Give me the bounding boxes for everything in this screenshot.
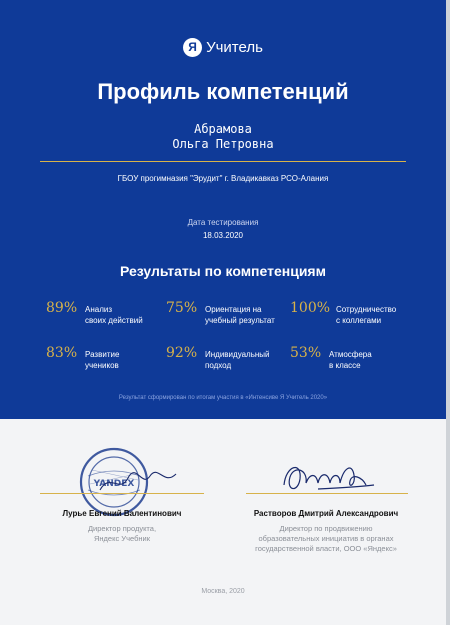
- place-and-year: Москва, 2020: [201, 588, 245, 595]
- signatory-role-line: Директор по продвижению: [279, 524, 373, 533]
- competency-label: [329, 349, 372, 371]
- signature-line-left: [40, 493, 204, 494]
- signatory-name: Растворов Дмитрий Александрович: [253, 509, 399, 518]
- competency-label-line: подход: [205, 361, 232, 370]
- signatory-name: Лурье Евгений Валентинович: [62, 509, 182, 518]
- competency-percent: 53%: [290, 345, 322, 361]
- logo-text: Учитель: [206, 39, 263, 56]
- competency-percent: 100%: [290, 300, 331, 316]
- signatory-role: [226, 524, 426, 554]
- yandex-teacher-logo: [0, 38, 446, 57]
- competency-percent: 89%: [46, 300, 78, 316]
- competency-item: [166, 300, 296, 330]
- person-name: [0, 122, 446, 152]
- competency-item: [46, 345, 176, 375]
- competency-item: [166, 345, 296, 375]
- page-title: Профиль компетенций: [97, 79, 349, 104]
- competency-label: [85, 304, 143, 326]
- school-name: ГБОУ прогимназия "Эрудит" г. Владикавказ РСО-Алания: [117, 174, 329, 183]
- yandex-logo-icon: Я: [183, 38, 202, 57]
- testing-date-label: Дата тестирования: [187, 218, 259, 227]
- competency-label: [205, 304, 275, 326]
- testing-date: 18.03.2020: [202, 231, 244, 240]
- competency-label-line: в классе: [329, 361, 361, 370]
- signatory-role-line: образовательных инициатив в органах: [258, 534, 394, 543]
- competency-label: [85, 349, 119, 371]
- competency-label-line: учебный результат: [205, 316, 275, 325]
- competency-item: [46, 300, 176, 330]
- competency-label: [205, 349, 270, 371]
- competency-item: [290, 300, 420, 330]
- stamp-text: YANDEX: [93, 479, 135, 489]
- competency-label-line: своих действий: [85, 316, 143, 325]
- competency-percent: 75%: [166, 300, 198, 316]
- competency-label-line: Ориентация на: [205, 305, 262, 314]
- signature-line-right: [246, 493, 408, 494]
- signatory-role: [22, 524, 222, 544]
- signatory-role-line: Яндекс Учебник: [94, 534, 150, 543]
- footnote: Результат сформирован по итогам участия в «Интенсиве Я Учитель 2020»: [118, 395, 328, 401]
- competency-item: [290, 345, 420, 375]
- signatory-role-line: государственной власти, ООО «Яндекс»: [255, 544, 397, 553]
- competency-label-line: с коллегами: [336, 316, 382, 325]
- competency-percent: 83%: [46, 345, 78, 361]
- signature-1: [98, 468, 178, 496]
- competency-label-line: учеников: [85, 361, 119, 370]
- competency-label-line: Развитие: [85, 350, 120, 359]
- gold-divider: [40, 161, 406, 162]
- signatory-role-line: Директор продукта,: [87, 524, 157, 533]
- competency-label-line: Сотрудничество: [336, 305, 397, 314]
- person-first-names: Ольга Петровна: [172, 137, 274, 151]
- competency-label-line: Индивидуальный: [205, 350, 270, 359]
- results-title: Результаты по компетенциям: [120, 263, 326, 279]
- person-last-name: Абрамова: [194, 122, 252, 136]
- competency-percent: 92%: [166, 345, 198, 361]
- competency-label-line: Атмосфера: [329, 350, 372, 359]
- competency-label: [336, 304, 396, 326]
- competency-label-line: Анализ: [85, 305, 113, 314]
